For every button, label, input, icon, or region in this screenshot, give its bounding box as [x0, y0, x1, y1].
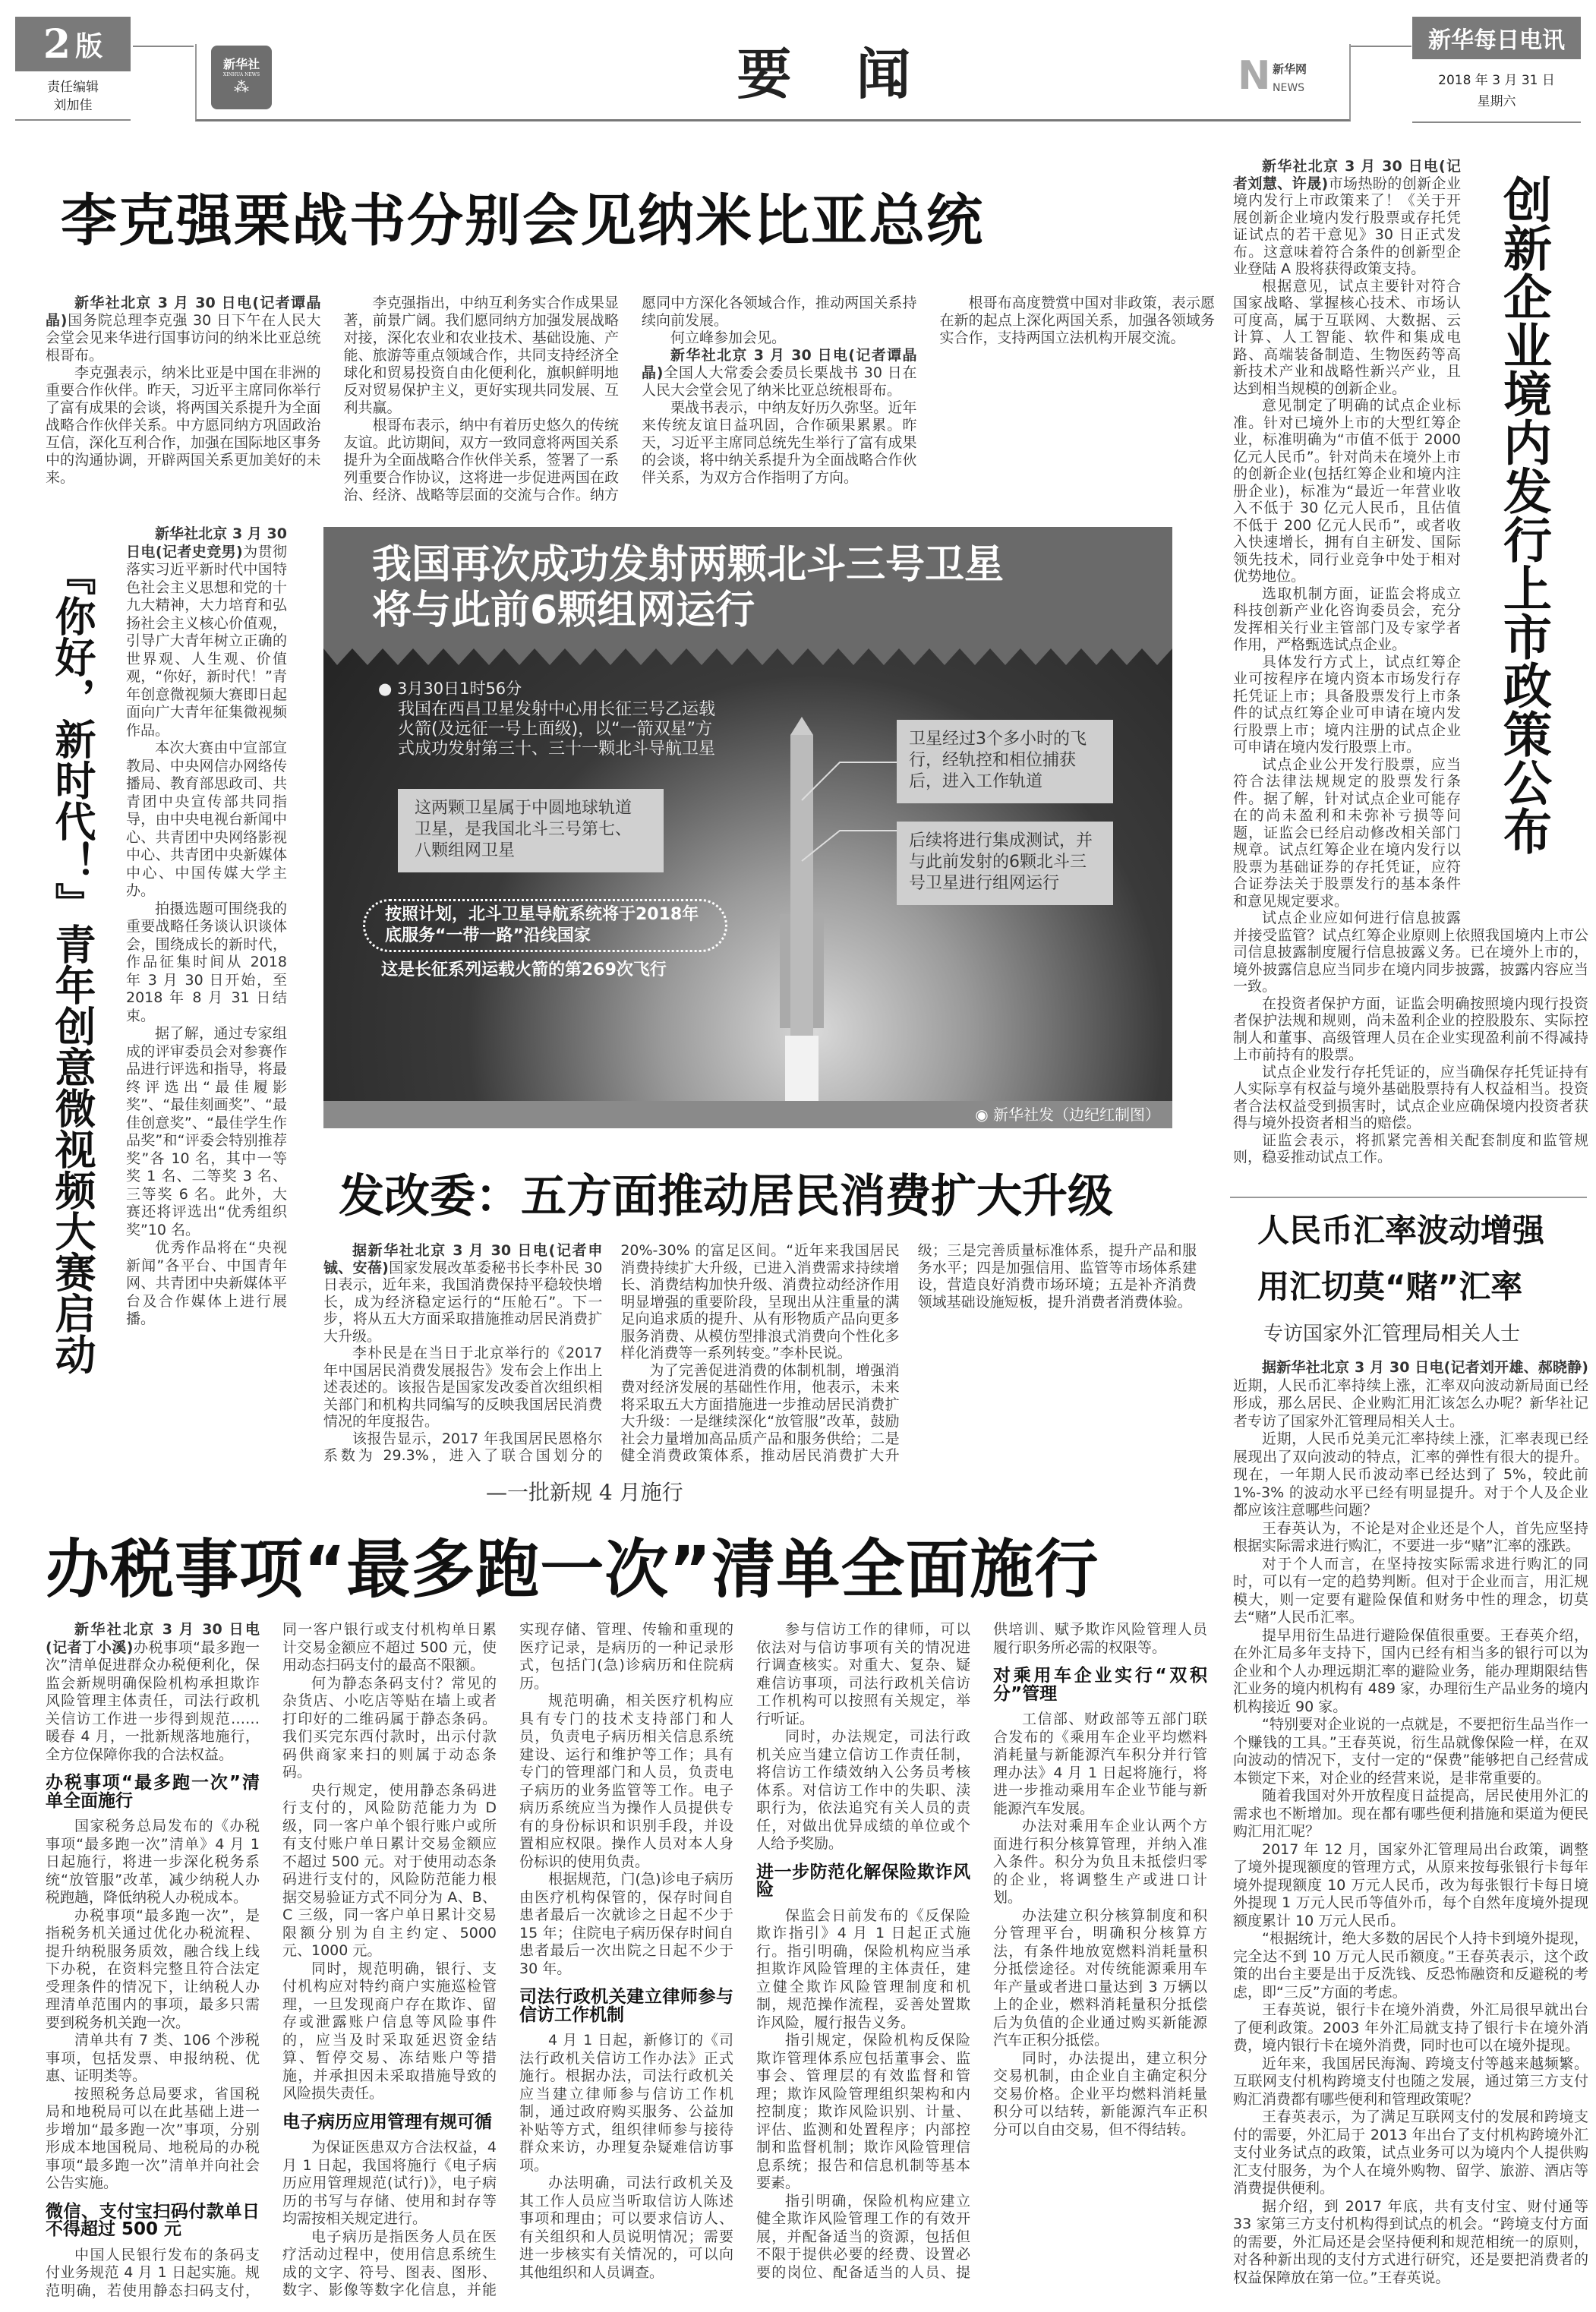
article6-headline: 办税事项“最多跑一次”清单全面施行 — [46, 1532, 1099, 1607]
xinhua-logo: 新华社 XINHUA NEWS ⁂ — [211, 46, 272, 109]
logo-n-mark: N — [1238, 53, 1271, 99]
paper-name: 新华每日电讯 — [1428, 27, 1565, 54]
headline-spacer — [1461, 158, 1588, 919]
section-heading: 进一步防范化解保险欺诈风险 — [756, 1862, 970, 1900]
issue-date: 2018 年 3 月 31 日 — [1438, 73, 1555, 88]
article4-body: 新华社北京 3 月 30 日电(记者刘慧、许晟)市场热盼的创新企业境内发行上市政策来了！《关于开展创新企业境内发行股票或存托凭证试点的若干意见》30 日正式发布。这意味着符合条件的创新型企业登陆 A 股将获得政策支持。 根据意见，试点主要针对符合国家战略、掌握核心技术、市场认可度高，属于互联网、大数据、云计算、人工智能、软件和集成电路、高端装备制造、生物医药等高新技术产业和战略性新兴产业，且达到相当规模的创新企业。 意见制定了明确的试点企业标准。针对已境外上市的大型红筹企业，标准明确为“市值不低于 2000 亿元人民币”。针对尚未在境外上市的创新企业(包括红筹企业和境内注册企业)，标准为“最近一年营业收入不低于 30 亿元人民币，且估值不低于 200 亿元人民币”，或者收入快速增长，拥有自主研发、国际领先技术，同行业竞争中处于相对优势地位。 选取机制方面，证监会将成立科技创新产业化咨询委员会，充分发挥相关行业主管部门及专家学者作用，严格甄选试点企业。 具体发行方式上，试点红筹企业可按程序在境内资本市场发行存托凭证上市；具备股票发行上市条件的试点红筹企业可申请在境内发行股票上市；境内注册的试点企业可申请在境内发行股票上市。 试点企业公开发行股票，应当符合法律法规规定的股票发行条件。据了解，针对试点企业可能存在的尚未盈利和未弥补亏损等问题，证监会已经启动修改相关部门规章。试点红筹企业在境内发行以股票为基础证券的存托凭证，应符合证券法关于股票发行的基本条件和意见规定要求。 试点企业应如何进行信息披露并接受监管？试点红筹企业原则上依照我国境内上市公司信息披露制度履行信息披露义务。已在境外上市的，境外披露信息应当同步在境内同步披露，披露内容应当一致。 在投资者保护方面，证监会明确按照境内现行投资者保护法规和规则，尚未盈利企业的控股股东、实际控制人和董事、高级管理人员在企业实现盈利前不得减持上市前持有的股票。 试点企业发行存托凭证的，应当确保存托凭证持有人实际享有权益与境外基础股票持有人权益相当。投资者合法权益受到损害时，试点企业应确保境内投资者获得与境外投资者相当的赔偿。 证监会表示，将抓紧完善相关配套制度和监管规则，稳妥推动试点工作。 — [1233, 158, 1588, 1165]
article4-bottom-rule — [1230, 1197, 1587, 1198]
orbit-note-box: 这两颗卫星属于中圆地球轨道卫星，是我国北斗三号第七、八颗组网卫星 — [398, 789, 664, 872]
article3-headline: 发改委：五方面推动居民消费扩大升级 — [339, 1170, 1113, 1223]
page-number: 2 — [43, 21, 71, 68]
article6-body: 新华社北京 3 月 30 日电(记者丁小溪)办税事项“最多跑一次”清单促进群众办税便利化，保监会新规明确保险机构承担欺诈风险管理主体责任，司法行政机关信访工作进一步得到规范……暖春 4 月，一批新规落地施行，全方位保障你我的合法权益。 办税事项“最多跑一次”清单全面施行 国家税务总局发布的《办税事项“最多跑一次”清单》4 月 1 日起施行，将进一步深化税务系统“放管服”改革，减少纳税人办税跑趟，降低纳税人办税成本。 办税事项“最多跑一次”，是指税务机关通过优化办税流程、提升纳税服务质效，融合线上线下办税，在资料完整且符合法定受理条件的情况下，让纳税人办理清单范围内的事项，最多只需要到税务机关跑一次。 清单共有 7 类、106 个涉税事项，包括发票、申报纳税、优惠、证明类等。 按照税务总局要求，省国税局和地税局可以在此基础上进一步增加“最多跑一次”事项，分别形成本地国税局、地税局的办税事项“最多跑一次”清单并向社会公告实施。 微信、支付宝扫码付款单日不得超过 500 元 中国人民银行发布的条码支付业务规范 4 月 1 日起实施。规范明确，若使用静态扫码支付，同一客户银行或支付机构单日累计交易金额应不超过 500 元，使用动态扫码支付的最高不限额。 何为静态条码支付？常见的杂货店、小吃店等贴在墙上或者打印好的二维码属于静态条码。我们买完东西付款时，出示付款码供商家来扫的则属于动态条码。 央行规定，使用静态条码进行支付的，风险防范能力为 D 级，同一客户单个银行账户或所有支付账户单日累计交易金额应不超过 500 元。对于使用动态条码进行支付的，风险防范能力根据交易验证方式不同分为 A、B、C 三级，同一客户单日累计交易限额分别为自主约定、5000 元、1000 元。 同时，规范明确，银行、支付机构应对特约商户实施巡检管理，一旦发现商户存在欺诈、留存或泄露账户信息等风险事件的，应当及时采取延迟资金结算、暂停交易、冻结账户等措施，并承担因未采取措施导致的风险损失责任。 电子病历应用管理有规可循 为保证医患双方合法权益，4 月 1 日起，我国将施行《电子病历应用管理规范(试行)》，电子病历的书写与存储、使用和封存等均需按相关规定进行。 电子病历是指医务人员在医疗活动过程中，使用信息系统生成的文字、符号、图表、图形、数字、影像等数字化信息，并能实现存储、管理、传输和重现的医疗记录，是病历的一种记录形式，包括门(急)诊病历和住院病历。 规范明确，相关医疗机构应具有专门的技术支持部门和人员，负责电子病历相关信息系统建设、运行和维护等工作；具有专门的管理部门和人员，负责电子病历的业务监管等工作。电子病历系统应当为操作人员提供专有的身份标识和识别手段，并设置相应权限。操作人员对本人身份标识的使用负责。 根据规范，门(急)诊电子病历由医疗机构保管的，保存时间自患者最后一次就诊之日起不少于 15 年；住院电子病历保存时间自患者最后一次出院之日起不少于 30 年。 司法行政机关建立律师参与信访工作机制 4 月 1 日起，新修订的《司法行政机关信访工作办法》正式施行。根据办法，司法行政机关应当建立律师参与信访工作机制，通过政府购买服务、公益加补贴等方式，组织律师参与接待群众来访，办理复杂疑难信访事项。 办法明确，司法行政机关及其工作人员应当听取信访人陈述事项和理由；可以要求信访人、有关组织和人员说明情况；需要进一步核实有关情况的，可以向其他组织和人员调查。 参与信访工作的律师，可以依法对与信访事项有关的情况进行调查核实。对重大、复杂、疑难信访事项，司法行政机关信访工作机构可以按照有关规定，举行听证。 同时，办法规定，司法行政机关应当建立信访工作责任制，将信访工作绩效纳入公务员考核体系。对信访工作中的失职、渎职行为，依法追究有关人员的责任，对做出优异成绩的单位或个人给予奖励。 进一步防范化解保险欺诈风险 保监会日前发布的《反保险欺诈指引》4 月 1 日起正式施行。指引明确，保险机构应当承担欺诈风险管理的主体责任，建立健全欺诈风险管理制度和机制，规范操作流程，妥善处置欺诈风险，履行报告义务。 指引规定，保险机构反保险欺诈管理体系应包括董事会、监事会、管理层的有效监督和管理；欺诈风险管理组织架构和内控制度；欺诈风险识别、计量、评估、监测和处置程序；内部控制和监督机制；欺诈风险管理信息系统；报告和信息机制等基本要素。 指引明确，保险机构应建立健全欺诈风险管理工作的有效开展，并配备适当的资源，包括但不限于提供必要的经费、设置必要的岗位、配备适当的人员、提供培训、赋予欺诈风险管理人员履行职务所必需的权限等。 对乘用车企业实行“双积分”管理 工信部、财政部等五部门联合发布的《乘用车企业平均燃料消耗量与新能源汽车积分并行管理办法》4 月 1 日起将施行，将进一步推动乘用车企业节能与新能源汽车发展。 办法对乘用车企业认两个方面进行积分核算管理，并纳入准入条件。积分为负且未抵偿归零的企业，将调整生产或进口计划。 办法建立积分核算制度和积分管理平台，明确积分核算方法，有条件地放宽燃料消耗量积分抵偿途径。对传统能源乘用车年产量或者进口量达到 3 万辆以上的企业，燃料消耗量积分抵偿后为负值的企业通过购买新能源汽车正积分抵偿。 同时，办法提出，建立积分交易机制，由企业自主确定积分交易价格。企业平均燃料消耗量积分可以结转，新能源汽车正积分可以自由交易，但不得结转。 — [46, 1621, 1207, 2299]
section-heading: 对乘用车企业实行“双积分”管理 — [993, 1666, 1207, 1704]
section-title: 要 闻 — [736, 42, 934, 106]
date-box — [1412, 59, 1581, 123]
flight-note: 这是长征系列运载火箭的第269次飞行 — [381, 960, 667, 979]
article2-body: 新华社北京 3 月 30 日电(记者史竞男)为贯彻落实习近平新时代中国特色社会主义思想和党的十九大精神，大力培育和弘扬社会主义核心价值观，引导广大青年树立正确的世界观、人生观、价值观，“你好，新时代！”青年创意微视频大赛即日起面向广大青年征集微视频作品。 本次大赛由中宣部宣教局、中央网信办网络传播局、教育部思政司、共青团中央宣传部共同指导，由中央电视台新闻中心、共青团中央网络影视中心、共青团中央新媒体中心、中国传媒大学主办。 拍摄选题可围绕我的重要战略任务谈认识谈体会，围绕成长的新时代，作品征集时间从 2018 年 3 月 30 日开始，至 2018 年 8 月 31 日结束。 据了解，通过专家组成的评审委员会对参赛作品进行评选和指导，将最终评选出“最佳履影奖”、“最佳刻画奖”、“最佳创意奖”、“最佳学生作品奖”和“评委会特别推荐奖”各 10 名，其中一等奖 1 名、二等奖 3 名、三等奖 6 名。此外，大赛还将评选出“优秀组织奖”10 名。 优秀作品将在“央视新闻”各平台、中国青年网、共青团中央新媒体平台及合作媒体上进行展播。 — [126, 525, 287, 1327]
section-heading: 司法行政机关建立律师参与信访工作机制 — [519, 1987, 733, 2025]
editor-label: 责任编辑 — [47, 80, 99, 95]
header-rule — [133, 46, 194, 47]
section-heading: 电子病历应用管理有规可循 — [282, 2112, 492, 2132]
editor-name: 刘加佳 — [53, 98, 93, 113]
header-rule-right — [1351, 46, 1411, 47]
article2-headline: 『你好，新时代！』青年创意微视频大赛启动 — [49, 554, 96, 1374]
section-heading: 办税事项“最多跑一次”清单全面施行 — [46, 1773, 260, 1811]
infographic-credit-bar: ◉ 新华社发（边纪红制图） — [323, 1101, 1172, 1128]
article1-headline: 李克强栗战书分别会见纳米比亚总统 — [61, 188, 984, 254]
article5-headline: 人民币汇率波动增强 用汇切莫“赌”汇率 — [1257, 1212, 1545, 1305]
page-unit: 版 — [75, 30, 103, 62]
zigzag-divider — [323, 641, 1172, 667]
article6-kicker: —一批新规 4 月施行 — [486, 1480, 683, 1505]
article5-subhead: 专访国家外汇管理局相关人士 — [1263, 1323, 1521, 1345]
weekday: 星期六 — [1477, 94, 1516, 109]
launch-text: 我国在西昌卫星发射中心用长征三号乙运载火箭(及远征一号上面级)，以“一箭双星”方式成功发射第三十、三十一颗北斗导航卫星 — [398, 700, 716, 759]
plan-note: 按照计划，北斗卫星导航系统将于2018年底服务“一带一路”沿线国家 — [363, 899, 727, 952]
section-heading: 微信、支付宝扫码付款单日不得超过 500 元 — [46, 2201, 260, 2239]
callout-network: 后续将进行集成测试，并与此前发射的6颗北斗三号卫星进行组网运行 — [897, 822, 1113, 905]
article5-body: 据新华社北京 3 月 30 日电(记者刘开雄、郝晓静)近期，人民币汇率持续上涨，汇率双向波动新局面已经形成，那么居民、企业购汇用汇该怎么办呢？新华社记者专访了国家外汇管理局相关人士。 近期，人民币兑美元汇率持续上涨，汇率表现已经展现出了双向波动的特点，汇率的弹性有很大的提升。现在，一年期人民币波动率已经达到了 5%，较此前 1%-3% 的波动水平已经有明显提升。对于个人及企业都应该注意哪些问题？ 王春英认为，不论是对企业还是个人，首先应坚持根据实际需求进行购汇，不要进一步“赌”汇率的涨跌。 对于个人而言，在坚持按实际需求进行购汇的同时，可以有一定的趋势判断。但对于企业而言，用汇规模大，则一定要有避险保值和财务中性的理念，切莫去“赌”人民币汇率。 提早用衍生品进行避险保值很重要。王春英介绍，在外汇局多年支持下，国内已经有相当多的银行可以为企业和个人办理远期汇率的避险业务，能办理期限结售汇业务的境内机构有 489 家，办理衍生产品业务的境内机构接近 90 家。 “特别要对企业说的一点就是，不要把衍生品当作一个赚钱的工具。”王春英说，衍生品就像保险一样，在双向波动的情况下，支付一定的“保费”能够把自己经营成本锁定下来，对企业的经营来说，是非常重要的。 随着我国对外开放程度日益提高，居民使用外汇的需求也不断增加。现在都有哪些便利措施和渠道为便民购汇用汇呢？ 2017 年 12 月，国家外汇管理局出台政策，调整了境外提现额度的管理方式，从原来按每张银行卡每年境外提现额度 10 万元人民币，改为每张银行卡每日境外提现 1 万元人民币等值外币，每个自然年度境外提现额度累计 10 万元人民币。 “根据统计，绝大多数的居民个人持卡到境外提现，完全达不到 10 万元人民币额度。”王春英表示，这个政策的出台主要是出于反洗钱、反恐怖融资和反避税的考虑，即“三反”方面的考虑。 王春英说，银行卡在境外消费，外汇局很早就出台了便利政策。2003 年外汇局就支持了银行卡在境外消费，境内银行卡在境外消费，同时也可以在境外提现。 近年来，我国居民海淘、跨境支付等越来越频繁。互联网支付机构跨境支付也随之发展，通过第三方支付购汇消费都有哪些便利和管理政策呢？ 王春英表示，为了满足互联网支付的发展和跨境支付的需要，外汇局于 2013 年出台了支付机构跨境外汇支付业务试点的政策，试点业务可以为境内个人提供购汇支付服务，为个人在境外购物、留学、旅游、酒店等消费提供便利。 据介绍，到 2017 年底，共有支付宝、财付通等 33 家第三方支付机构得到试点的机会。“跨境支付方面的需要，外汇局还是会坚持便利和规范相统一的原则，对各种新出现的支付方式进行研究，还是要把消费者的权益保障放在第一位。”王春英说。 — [1233, 1359, 1588, 2286]
beidou-infographic — [323, 527, 1172, 1101]
masthead — [0, 0, 1596, 129]
infographic-title: 我国再次成功发射两颗北斗三号卫星 将与此前6颗组网运行 — [372, 542, 1005, 633]
article3-body: 据新华社北京 3 月 30 日电(记者申铖、安蓓)国家发展改革委秘书长李朴民 30 日表示，近年来，我国消费保持平稳较快增长，成为经济稳定运行的“压舱石”。下一步，将从五大方面采取措施推动居民消费扩大升级。 李朴民是在当日于北京举行的《2017 年中国居民消费发展报告》发布会上作出上述表述的。该报告是国家发改委首次组织相关部门和机构共同编写的反映我国居民消费情况的年度报告。 该报告显示，2017 年我国居民恩格尔系数为 29.3%，进入了联合国划分的 20%-30% 的富足区间。“近年来我国居民消费持续扩大升级，已进入消费需求持续增长、消费结构加快升级、消费拉动经济作用明显增强的重要阶段，呈现出从注重量的满足向追求质的提升、从有形物质产品向更多服务消费、从模仿型排浪式消费向个性化多样化消费等一系列转变。”李朴民说。 为了完善促进消费的体制机制，增强消费对经济发展的基础性作用，他表示，未来将采取五大方面措施进一步推动居民消费扩大升级：一是继续深化“放管服”改革，鼓励社会力量增加高品质产品和服务供给；二是健全消费政策体系，推动居民消费扩大升级；三是完善质量标准体系，提升产品和服务水平；四是加强信用、监管等市场体系建设，营造良好消费市场环境；五是补齐消费领域基础设施短板，提升消费者消费体验。 — [323, 1242, 1197, 1464]
xinhua-seal-icon: ◉ — [975, 1106, 993, 1124]
paper-name-box — [1412, 17, 1581, 59]
launch-time: ● 3月30日1时56分 — [378, 680, 522, 698]
callout-leader-lines — [787, 747, 901, 869]
article4-headline: 创新企业境内发行上市政策公布 — [1495, 175, 1552, 855]
article1-body: 新华社北京 3 月 30 日电(记者谭晶晶)国务院总理李克强 30 日下午在人民大会堂会见来华进行国事访问的纳米比亚总统根哥布。 李克强表示，纳米比亚是中国在非洲的重要合作伙伴。昨天，习近平主席同你举行了富有成果的会谈，将两国关系提升为全面战略合作伙伴关系。中方愿同纳方巩固政治互信，深化互利合作，加强在国际地区事务中的沟通协调，开辟两国关系更加美好的未来。 李克强指出，中纳互利务实合作成果显著，前景广阔。我们愿同纳方加强发展战略对接，深化农业和农业技术、基础设施、产能、旅游等重点领域合作，共同支持经济全球化和贸易投资自由化便利化，旗帜鲜明地反对贸易保护主义，更好实现共同发展、互利共赢。 根哥布表示，纳中有着历史悠久的传统友谊。此访期间，双方一致同意将两国关系提升为全面战略合作伙伴关系，签署了一系列重要合作协议，这将进一步促进两国在政治、经济、战略等层面的交流与合作。纳方愿同中方深化各领域合作，推动两国关系持续向前发展。 何立峰参加会见。 新华社北京 3 月 30 日电(记者谭晶晶)全国人大常委会委员长栗战书 30 日在人民大会堂会见了纳米比亚总统根哥布。 栗战书表示，中纳友好历久弥坚。近年来传统友谊日益巩固，合作硕果累累。昨天，习近平主席同总统先生举行了富有成果的会谈，将中纳关系提升为全面战略合作伙伴关系，为双方合作指明了方向。 根哥布高度赞赏中国对非政策，表示愿在新的起点上深化两国关系，加强各领域务实合作，支持两国立法机构开展交流。 — [46, 295, 1215, 503]
bullet-dot-icon: ● — [378, 680, 397, 698]
callout-orbit: 卫星经过3个多小时的飞行，经轨控和相位捕获后，进入工作轨道 — [897, 720, 1113, 803]
xinhuanet-logo: N 新华网 NEWS — [1238, 53, 1307, 99]
page-number-box — [15, 17, 131, 71]
editor-box — [15, 72, 131, 121]
